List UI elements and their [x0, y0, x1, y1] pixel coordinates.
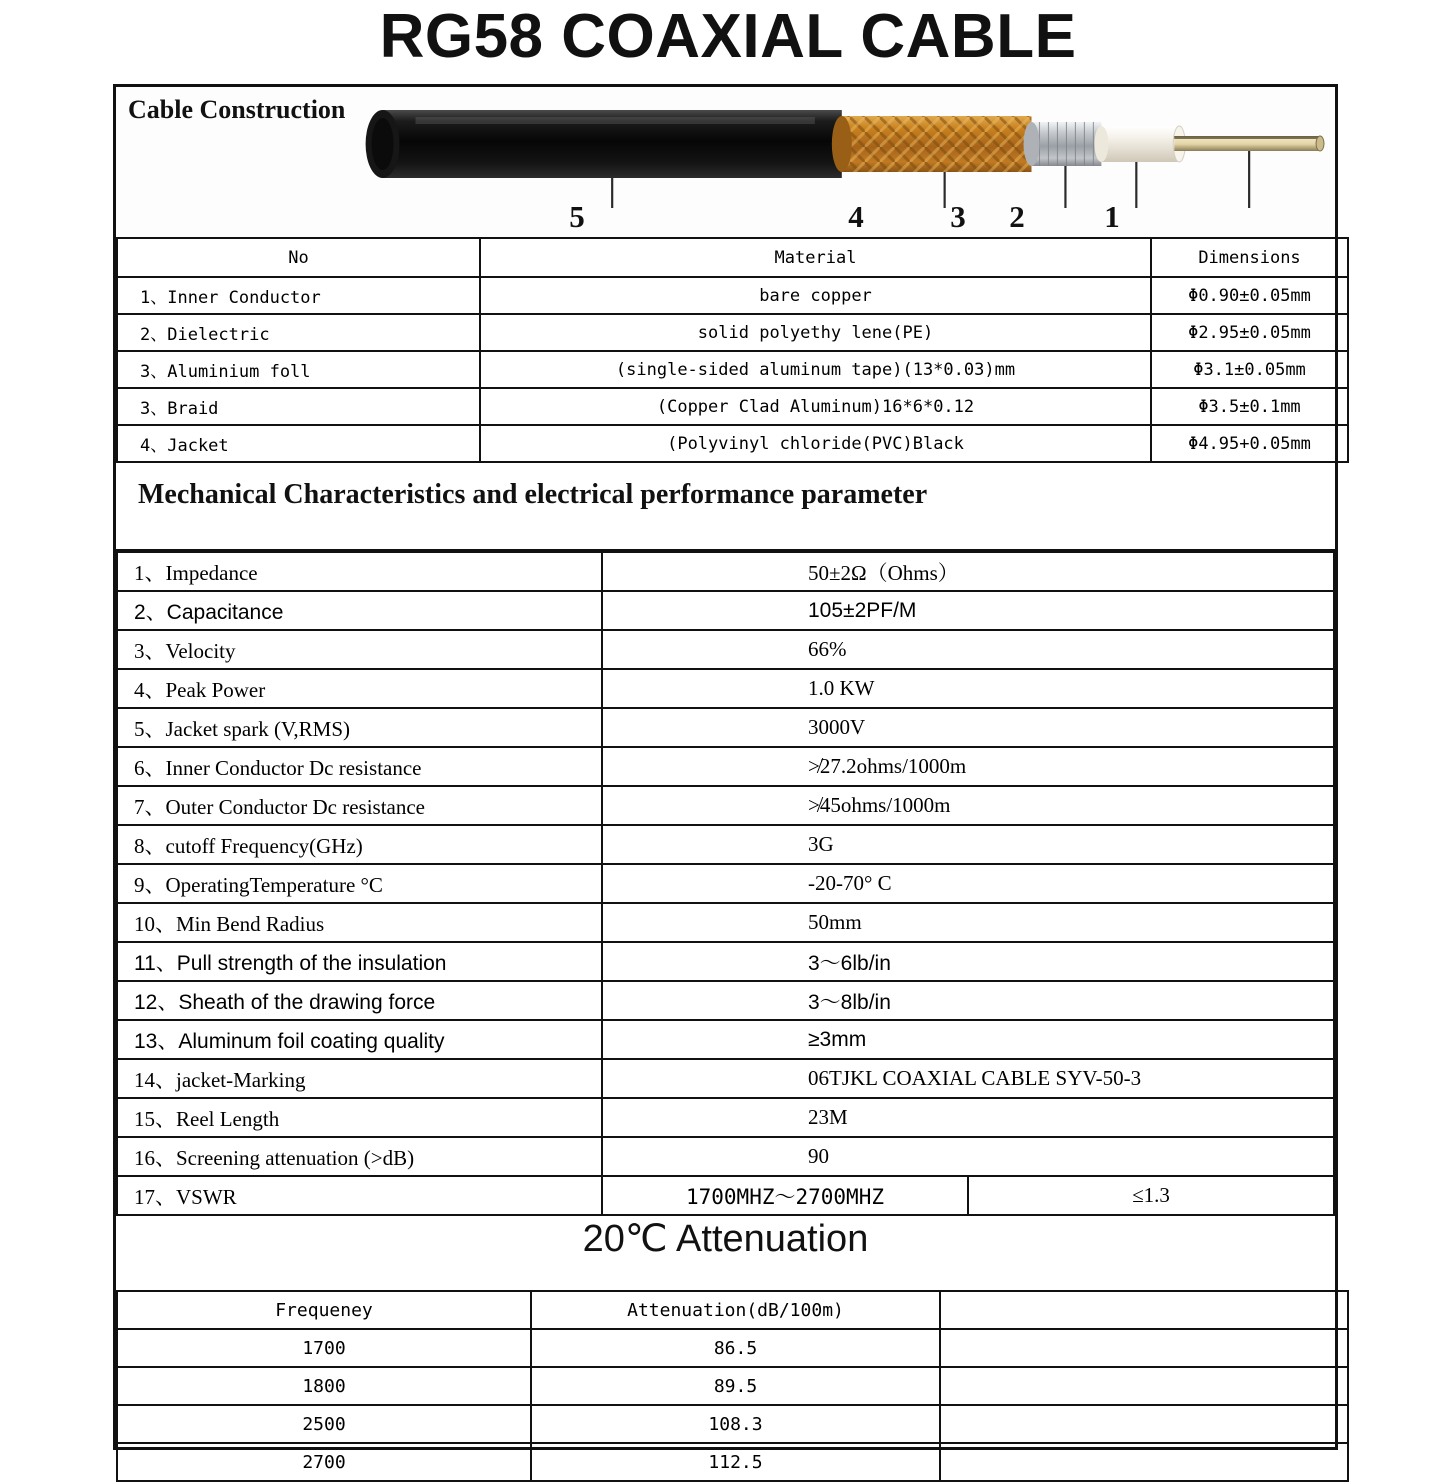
cell-attenuation: 112.5	[531, 1443, 940, 1481]
row-no: 3、Aluminium foll	[117, 351, 480, 388]
cell-attenuation: 89.5	[531, 1367, 940, 1405]
table-header-row	[117, 238, 1348, 277]
param-key: 5、Jacket spark (V,RMS)	[117, 708, 602, 747]
param-value: 90	[602, 1137, 1334, 1176]
row-no: 4、Jacket	[117, 425, 480, 462]
table-row	[117, 351, 1348, 388]
row-no: 1、Inner Conductor	[117, 277, 480, 314]
param-value: 3000V	[602, 708, 1334, 747]
cell-frequency: 2700	[117, 1443, 531, 1481]
cell-frequency: 1700	[117, 1329, 531, 1367]
param-value: ≥3mm	[602, 1020, 1334, 1059]
param-key: 8、cutoff Frequency(GHz)	[117, 825, 602, 864]
construction-table	[116, 237, 1349, 463]
param-key: 9、OperatingTemperature °C	[117, 864, 602, 903]
cell-attenuation: 86.5	[531, 1329, 940, 1367]
param-value: -20-70° C	[602, 864, 1334, 903]
cell-blank	[940, 1443, 1348, 1481]
table-row	[117, 1443, 1348, 1481]
param-value: ≯27.2ohms/1000m	[602, 747, 1334, 786]
header-frequency: Frequeney	[117, 1291, 531, 1329]
callout-1: 1	[1104, 199, 1120, 234]
table-row	[117, 825, 1334, 864]
table-row	[117, 630, 1334, 669]
param-value: 66%	[602, 630, 1334, 669]
callout-5: 5	[569, 199, 585, 234]
cell-blank	[940, 1329, 1348, 1367]
row-material: bare copper	[480, 277, 1151, 314]
row-no: 2、Dielectric	[117, 314, 480, 351]
row-material: solid polyethy lene(PE)	[480, 314, 1151, 351]
param-value: ≯45ohms/1000m	[602, 786, 1334, 825]
table-row	[117, 1059, 1334, 1098]
header-attenuation: Attenuation(dB/100m)	[531, 1291, 940, 1329]
table-row	[117, 903, 1334, 942]
param-key: 13、Aluminum foil coating quality	[117, 1020, 602, 1059]
page-title: RG58 COAXIAL CABLE	[379, 2, 1077, 71]
datasheet-frame	[113, 84, 1338, 1473]
param-value: 3G	[602, 825, 1334, 864]
param-value: 50mm	[602, 903, 1334, 942]
param-key: 12、Sheath of the drawing force	[117, 981, 602, 1020]
table-row	[117, 277, 1348, 314]
header-no: No	[117, 238, 480, 277]
table-row	[117, 864, 1334, 903]
table-row	[117, 1367, 1348, 1405]
param-key: 15、Reel Length	[117, 1098, 602, 1137]
table-row	[117, 669, 1334, 708]
param-key: 2、Capacitance	[117, 591, 602, 630]
cell-frequency: 1800	[117, 1367, 531, 1405]
mechanical-table	[116, 551, 1335, 1216]
param-key: 4、Peak Power	[117, 669, 602, 708]
header-dimensions: Dimensions	[1151, 238, 1348, 277]
table-row-vswr	[117, 1176, 1334, 1215]
cell-blank	[940, 1405, 1348, 1443]
param-key: 14、jacket-Marking	[117, 1059, 602, 1098]
table-row	[117, 786, 1334, 825]
row-dimension: Φ4.95+0.05mm	[1151, 425, 1348, 462]
table-row	[117, 1098, 1334, 1137]
header-material: Material	[480, 238, 1151, 277]
row-dimension: Φ0.90±0.05mm	[1151, 277, 1348, 314]
row-material: (Polyvinyl chloride(PVC)Black	[480, 425, 1151, 462]
attenuation-table	[116, 1290, 1349, 1482]
table-row	[117, 708, 1334, 747]
param-value: 3～8lb/in	[602, 981, 1334, 1020]
param-key: 7、Outer Conductor Dc resistance	[117, 786, 602, 825]
callout-4: 4	[848, 199, 864, 234]
vswr-range: 1700MHZ～2700MHZ	[602, 1176, 968, 1215]
param-key: 3、Velocity	[117, 630, 602, 669]
table-row	[117, 1137, 1334, 1176]
table-row	[117, 552, 1334, 591]
table-row	[117, 591, 1334, 630]
cell-frequency: 2500	[117, 1405, 531, 1443]
row-dimension: Φ3.1±0.05mm	[1151, 351, 1348, 388]
row-material: (Copper Clad Aluminum)16*6*0.12	[480, 388, 1151, 425]
param-value: 1.0 KW	[602, 669, 1334, 708]
table-row	[117, 942, 1334, 981]
param-value: 50±2Ω（Ohms）	[602, 552, 1334, 591]
param-key: 10、Min Bend Radius	[117, 903, 602, 942]
row-no: 3、Braid	[117, 388, 480, 425]
vswr-key: 17、VSWR	[117, 1176, 602, 1215]
table-header-row	[117, 1291, 1348, 1329]
callout-2: 2	[1009, 199, 1025, 234]
vswr-limit: ≤1.3	[968, 1176, 1334, 1215]
param-key: 1、Impedance	[117, 552, 602, 591]
table-row	[117, 314, 1348, 351]
param-value: 23M	[602, 1098, 1334, 1137]
table-row	[117, 981, 1334, 1020]
mechanical-heading: Mechanical Characteristics and electrical performance parameter	[138, 479, 928, 510]
cable-construction-label: Cable Construction	[128, 95, 346, 124]
table-row	[117, 388, 1348, 425]
param-key: 16、Screening attenuation (>dB)	[117, 1137, 602, 1176]
attenuation-heading-band	[116, 1216, 1335, 1290]
param-value: 3～6lb/in	[602, 942, 1334, 981]
cell-blank	[940, 1367, 1348, 1405]
attenuation-heading: 20℃ Attenuation	[582, 1218, 869, 1260]
table-row	[117, 747, 1334, 786]
row-material: (single-sided aluminum tape)(13*0.03)mm	[480, 351, 1151, 388]
cable-construction-panel	[116, 87, 1335, 237]
mechanical-heading-band	[116, 463, 1335, 551]
param-value: 105±2PF/M	[602, 591, 1334, 630]
table-row	[117, 1329, 1348, 1367]
table-row	[117, 1405, 1348, 1443]
param-key: 6、Inner Conductor Dc resistance	[117, 747, 602, 786]
table-row	[117, 425, 1348, 462]
param-key: 11、Pull strength of the insulation	[117, 942, 602, 981]
param-value: 06TJKL COAXIAL CABLE SYV-50-3	[602, 1059, 1334, 1098]
header-blank	[940, 1291, 1348, 1329]
callout-3: 3	[950, 199, 966, 234]
row-dimension: Φ2.95±0.05mm	[1151, 314, 1348, 351]
table-row	[117, 1020, 1334, 1059]
row-dimension: Φ3.5±0.1mm	[1151, 388, 1348, 425]
cell-attenuation: 108.3	[531, 1405, 940, 1443]
